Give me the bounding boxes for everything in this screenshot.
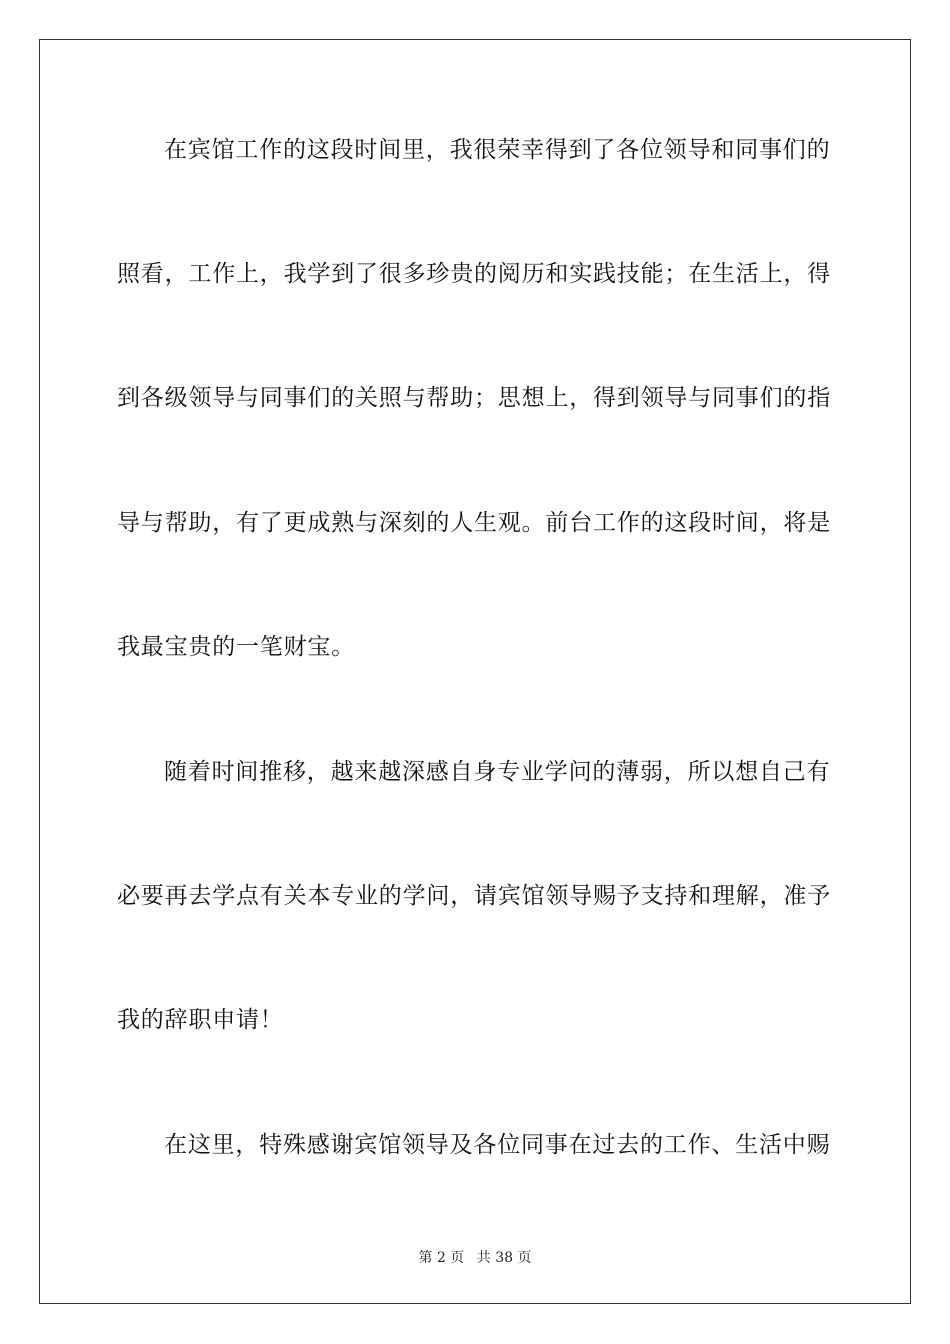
paragraph-line: 照看，工作上，我学到了很多珍贵的阅历和实践技能；在生活上，得 bbox=[117, 261, 831, 287]
page-frame bbox=[39, 39, 911, 1304]
page-number: 第 2 页 bbox=[418, 1250, 465, 1266]
paragraph-line: 在宾馆工作的这段时间里，我很荣幸得到了各位领导和同事们的 bbox=[164, 137, 831, 163]
page-total: 共 38 页 bbox=[476, 1250, 532, 1266]
paragraph-line: 必要再去学点有关本专业的学问，请宾馆领导赐予支持和理解，准予 bbox=[117, 883, 831, 909]
paragraph-line: 我最宝贵的一笔财宝。 bbox=[117, 634, 355, 660]
paragraph-line: 到各级领导与同事们的关照与帮助；思想上，得到领导与同事们的指 bbox=[117, 385, 831, 411]
paragraph-line: 导与帮助，有了更成熟与深刻的人生观。前台工作的这段时间，将是 bbox=[117, 510, 831, 536]
paragraph-line: 我的辞职申请！ bbox=[117, 1007, 284, 1033]
page-footer bbox=[0, 1247, 950, 1267]
paragraph-line: 随着时间推移，越来越深感自身专业学问的薄弱，所以想自己有 bbox=[164, 759, 831, 785]
paragraph-line: 在这里，特殊感谢宾馆领导及各位同事在过去的工作、生活中赐 bbox=[164, 1132, 831, 1158]
